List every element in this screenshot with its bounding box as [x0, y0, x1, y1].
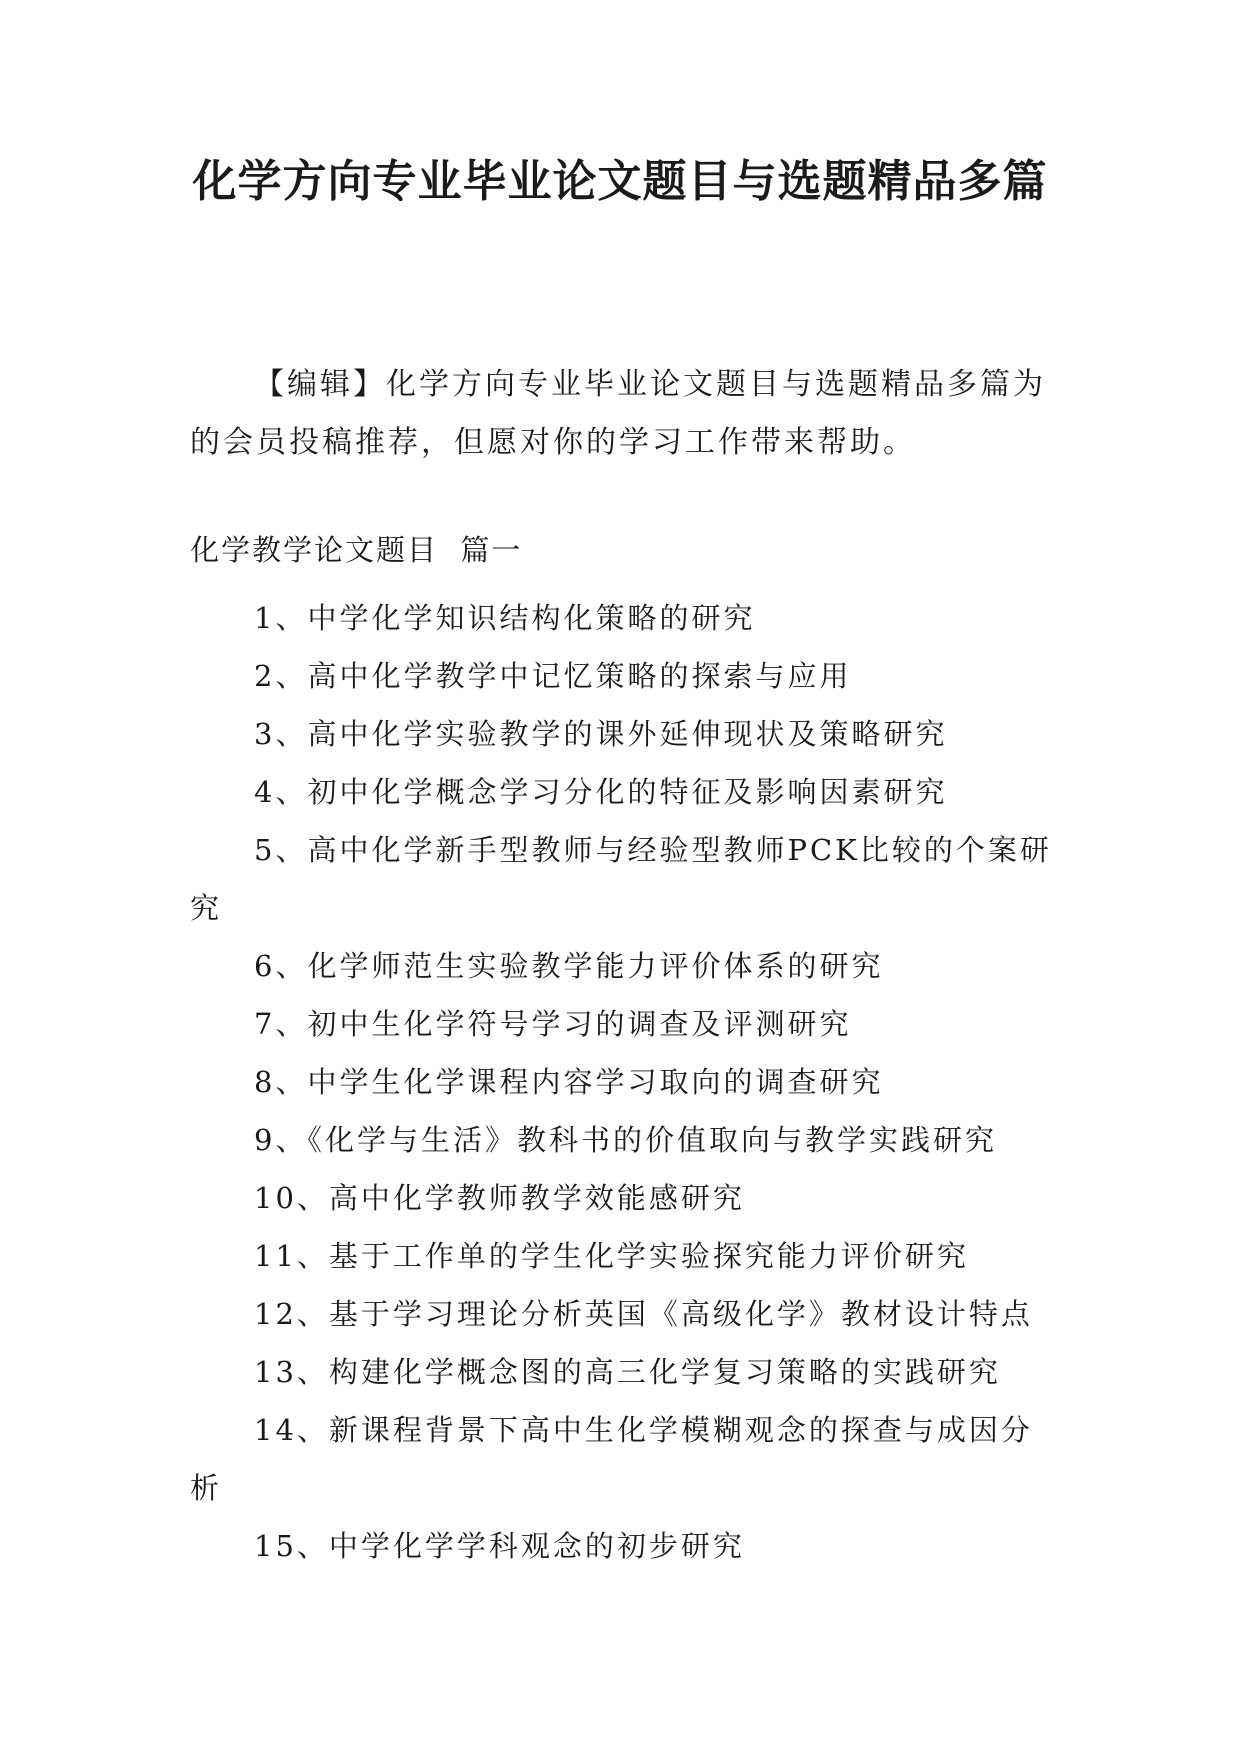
topic-item: 13、构建化学概念图的高三化学复习策略的实践研究: [254, 1355, 1001, 1389]
document-title: 化学方向专业毕业论文题目与选题精品多篇: [192, 156, 1048, 207]
topic-item: 6、化学师范生实验教学能力评价体系的研究: [254, 949, 884, 983]
topic-item: 15、中学化学学科观念的初步研究: [254, 1529, 745, 1563]
topic-item: 14、新课程背景下高中生化学模糊观念的探查与成因分析: [190, 1413, 1033, 1505]
topic-item: 4、初中化学概念学习分化的特征及影响因素研究: [254, 775, 948, 809]
intro-paragraph: 【编辑】化学方向专业毕业论文题目与选题精品多篇为的会员投稿推荐，但愿对你的学习工作带来帮助。: [190, 367, 1046, 460]
topic-item: 11、基于工作单的学生化学实验探究能力评价研究: [254, 1239, 969, 1273]
topic-item: 8、中学生化学课程内容学习取向的调查研究: [254, 1065, 884, 1099]
topic-item: 3、高中化学实验教学的课外延伸现状及策略研究: [254, 717, 948, 751]
topic-item: 10、高中化学教师教学效能感研究: [254, 1181, 745, 1215]
topic-item: 12、基于学习理论分析英国《高级化学》教材设计特点: [254, 1297, 1033, 1331]
topic-item: 1、中学化学知识结构化策略的研究: [254, 601, 756, 635]
topic-item: 7、初中生化学符号学习的调查及评测研究: [254, 1007, 852, 1041]
topic-item: 2、高中化学教学中记忆策略的探索与应用: [254, 659, 852, 693]
topic-list: [190, 589, 1052, 1575]
section-heading: 化学教学论文题目 篇一: [190, 533, 523, 567]
topic-item: 9、《化学与生活》教科书的价值取向与教学实践研究: [254, 1123, 997, 1157]
topic-item: 5、高中化学新手型教师与经验型教师PCK比较的个案研究: [190, 833, 1052, 925]
